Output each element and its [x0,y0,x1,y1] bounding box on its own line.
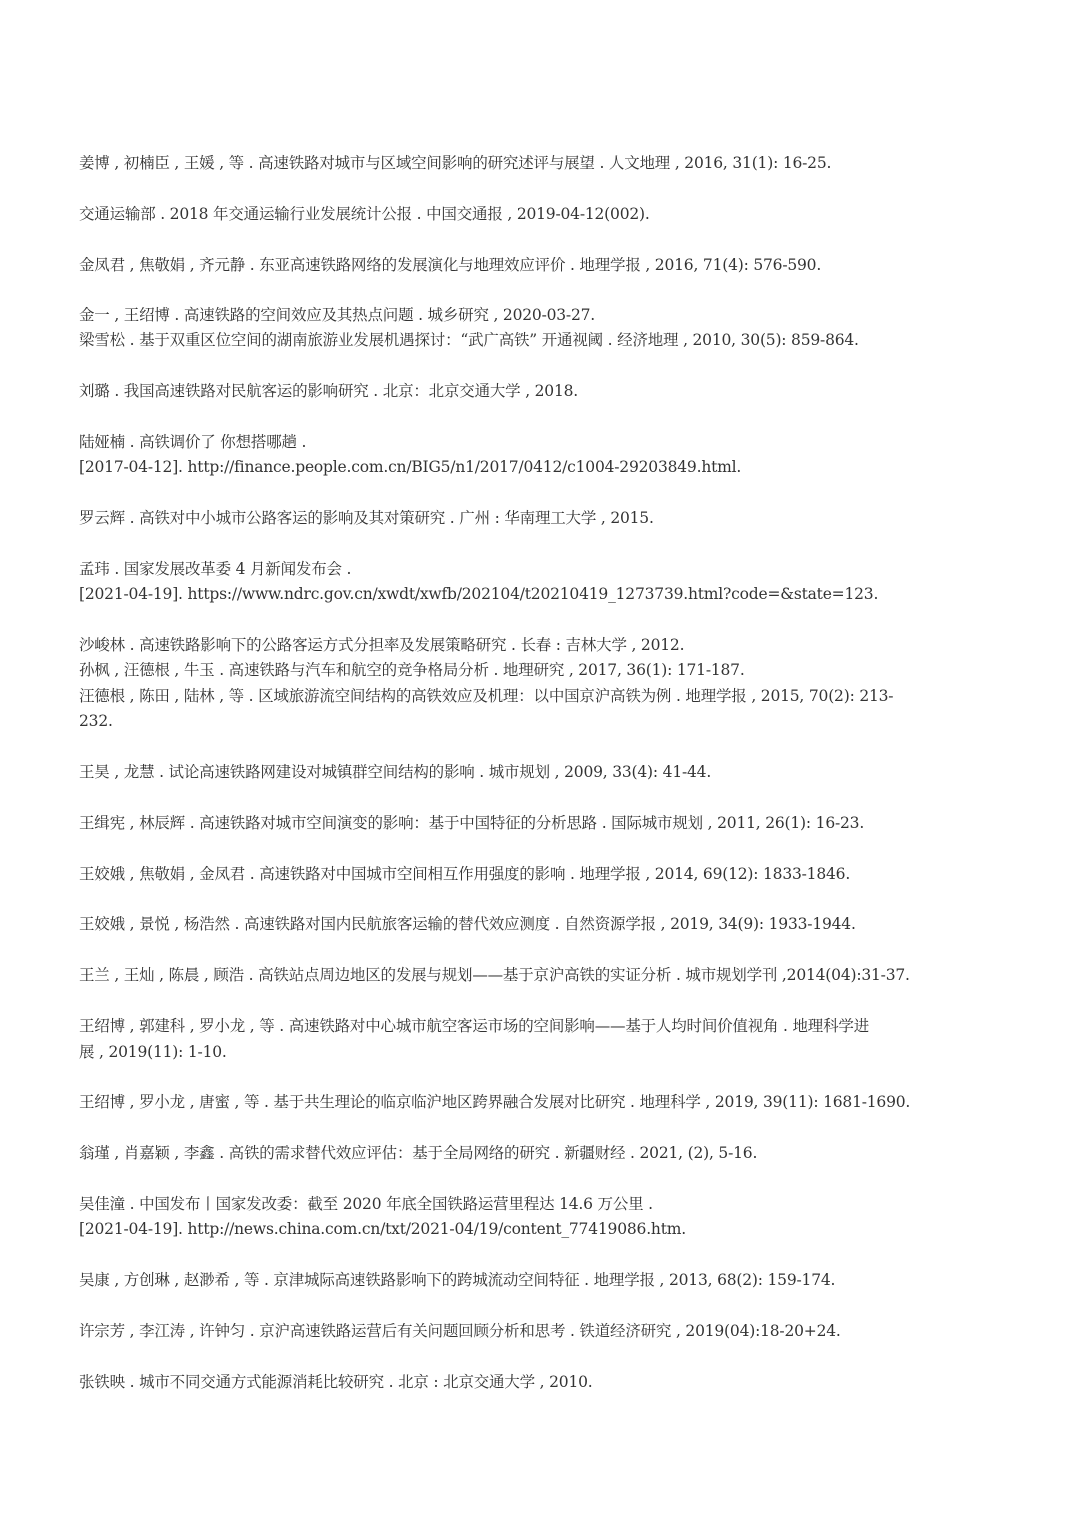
reference-entry: 王姣娥 , 景悦 , 杨浩然 . 高速铁路对国内民航旅客运输的替代效应测度 . 自然资源学报 , 2019, 34(9): 1933-1944. [79,915,856,933]
reference-entry: 金一 , 王绍博 . 高速铁路的空间效应及其热点问题 . 城乡研究 , 2020-03-27. [79,306,596,324]
reference-entry: 王昊 , 龙慧 . 试论高速铁路网建设对城镇群空间结构的影响 . 城市规划 , 2009, 33(4): 41-44. [79,763,712,781]
reference-entry: 王绍博 , 郭建科 , 罗小龙 , 等 . 高速铁路对中心城市航空客运市场的空间影响——基于人均时间价值视角 . 地理科学进 [79,1017,870,1035]
reference-entry: 吴康 , 方创琳 , 赵渺希 , 等 . 京津城际高速铁路影响下的跨城流动空间特征 . 地理学报 , 2013, 68(2): 159-174. [79,1271,836,1289]
reference-entry: 刘璐 . 我国高速铁路对民航客运的影响研究 . 北京：北京交通大学 , 2018. [79,382,579,400]
reference-entry: 王兰 , 王灿 , 陈晨 , 顾浩 . 高铁站点周边地区的发展与规划——基于京沪高铁的实证分析 . 城市规划学刊 ,2014(04):31-37. [79,966,910,984]
reference-entry: 吴佳潼 . 中国发布丨国家发改委：截至 2020 年底全国铁路运营里程达 14.6 万公里 . [79,1195,653,1213]
reference-entry-continuation: [2017-04-12]. http://finance.people.com.cn/BIG5/n1/2017/0412/c1004-29203849.html. [79,458,742,476]
reference-entry: 孙枫 , 汪德根 , 牛玉 . 高速铁路与汽车和航空的竞争格局分析 . 地理研究 , 2017, 36(1): 171-187. [79,661,745,679]
reference-entry: 王缉宪 , 林辰辉 . 高速铁路对城市空间演变的影响：基于中国特征的分析思路 . 国际城市规划 , 2011, 26(1): 16-23. [79,814,865,832]
reference-entry: 交通运输部 . 2018 年交通运输行业发展统计公报 . 中国交通报 , 2019-04-12(002). [79,205,650,223]
reference-entry: 张铁映 . 城市不同交通方式能源消耗比较研究 . 北京 : 北京交通大学 , 2010. [79,1373,593,1391]
reference-entry: 陆娅楠 . 高铁调价了 你想搭哪趟 . [79,433,307,451]
reference-entry: 孟玮 . 国家发展改革委 4 月新闻发布会 . [79,560,352,578]
reference-entry-continuation: [2021-04-19]. https://www.ndrc.gov.cn/xwdt/xwfb/202104/t20210419_1273739.html?code=&state=123. [79,585,879,603]
reference-entry: 梁雪松 . 基于双重区位空间的湖南旅游业发展机遇探讨：“武广高铁” 开通视阈 . 经济地理 , 2010, 30(5): 859-864. [79,331,859,349]
reference-entry: 许宗芳 , 李江涛 , 许钟匀 . 京沪高速铁路运营后有关问题回顾分析和思考 . 铁道经济研究 , 2019(04):18-20+24. [79,1322,841,1340]
reference-entry-continuation: 232. [79,712,113,730]
reference-entry: 王绍博 , 罗小龙 , 唐蜜 , 等 . 基于共生理论的临京临沪地区跨界融合发展对比研究 . 地理科学 , 2019, 39(11): 1681-1690. [79,1093,911,1111]
reference-entry-continuation: 展 , 2019(11): 1-10. [79,1043,227,1061]
reference-entry: 翁瑾 , 肖嘉颖 , 李鑫 . 高铁的需求替代效应评估：基于全局网络的研究 . 新疆财经 . 2021, (2), 5-16. [79,1144,758,1162]
reference-entry: 汪德根 , 陈田 , 陆林 , 等 . 区域旅游流空间结构的高铁效应及机理：以中国京沪高铁为例 . 地理学报 , 2015, 70(2): 213- [79,687,894,705]
reference-entry-continuation: [2021-04-19]. http://news.china.com.cn/txt/2021-04/19/content_77419086.htm. [79,1220,686,1238]
reference-entry: 王姣娥 , 焦敬娟 , 金凤君 . 高速铁路对中国城市空间相互作用强度的影响 . 地理学报 , 2014, 69(12): 1833-1846. [79,865,851,883]
reference-entry: 金凤君 , 焦敬娟 , 齐元静 . 东亚高速铁路网络的发展演化与地理效应评价 . 地理学报 , 2016, 71(4): 576-590. [79,256,822,274]
reference-entry: 罗云辉 . 高铁对中小城市公路客运的影响及其对策研究 . 广州 : 华南理工大学 , 2015. [79,509,654,527]
reference-entry: 沙峻林 . 高速铁路影响下的公路客运方式分担率及发展策略研究 . 长春 : 吉林大学 , 2012. [79,636,685,654]
reference-entry: 姜博 , 初楠臣 , 王媛 , 等 . 高速铁路对城市与区域空间影响的研究述评与展望 . 人文地理 , 2016, 31(1): 16-25. [79,154,832,172]
